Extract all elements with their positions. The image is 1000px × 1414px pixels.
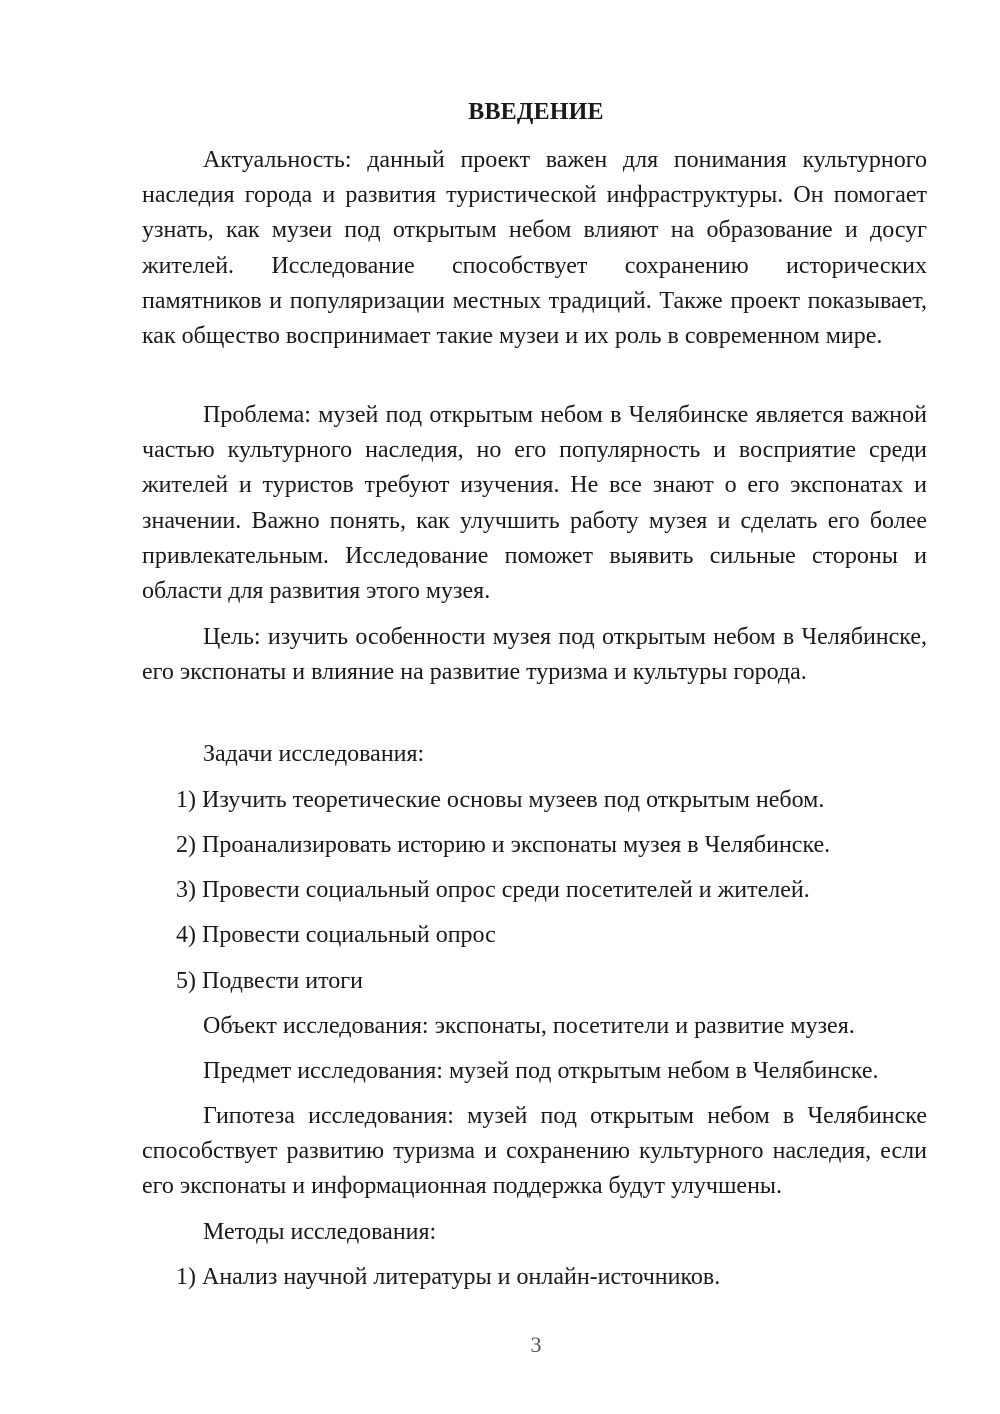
subject-paragraph: Предмет исследования: музей под открытым небом в Челябинске.	[203, 1058, 879, 1084]
task-item-5: 5) Подвести итоги	[176, 968, 363, 994]
task-item-4: 4) Провести социальный опрос	[176, 922, 496, 948]
method-item-1: 1) Анализ научной литературы и онлайн-источников.	[176, 1264, 721, 1290]
tasks-heading: Задачи исследования:	[203, 741, 425, 767]
relevance-paragraph: Актуальность: данный проект важен для понимания культурного наследия города и развития туристической инфраструктуры. Он помогает узнать, как музеи под открытым небом влияют на образование и досуг жителей. Исследование способствует сохранению исторических памятников и популяризации местных традиций. Также проект показывает, как общество воспринимает такие музеи и их роль в современном мире.	[142, 147, 927, 350]
hypothesis-paragraph: Гипотеза исследования: музей под открытым небом в Челябинске способствует развитию туризма и сохранению культурного наследия, если его экспонаты и информационная поддержка будут улучшены.	[142, 1103, 927, 1200]
problem-paragraph: Проблема: музей под открытым небом в Челябинске является важной частью культурного наследия, но его популярность и восприятие среди жителей и туристов требуют изучения. Не все знают о его экспонатах и значении. Важно понять, как улучшить работу музея и сделать его более привлекательным. Исследование поможет выявить сильные стороны и области для развития этого музея.	[142, 402, 927, 605]
task-item-2: 2) Проанализировать историю и экспонаты музея в Челябинске.	[176, 832, 831, 858]
goal-paragraph: Цель: изучить особенности музея под открытым небом в Челябинске, его экспонаты и влияние на развитие туризма и культуры города.	[142, 624, 927, 686]
page-number: 3	[530, 1332, 542, 1357]
section-heading: ВВЕДЕНИЕ	[468, 99, 604, 125]
object-paragraph: Объект исследования: экспонаты, посетители и развитие музея.	[203, 1013, 855, 1039]
methods-heading: Методы исследования:	[203, 1219, 437, 1245]
task-item-3: 3) Провести социальный опрос среди посетителей и жителей.	[176, 877, 810, 903]
task-item-1: 1) Изучить теоретические основы музеев под открытым небом.	[176, 787, 825, 813]
